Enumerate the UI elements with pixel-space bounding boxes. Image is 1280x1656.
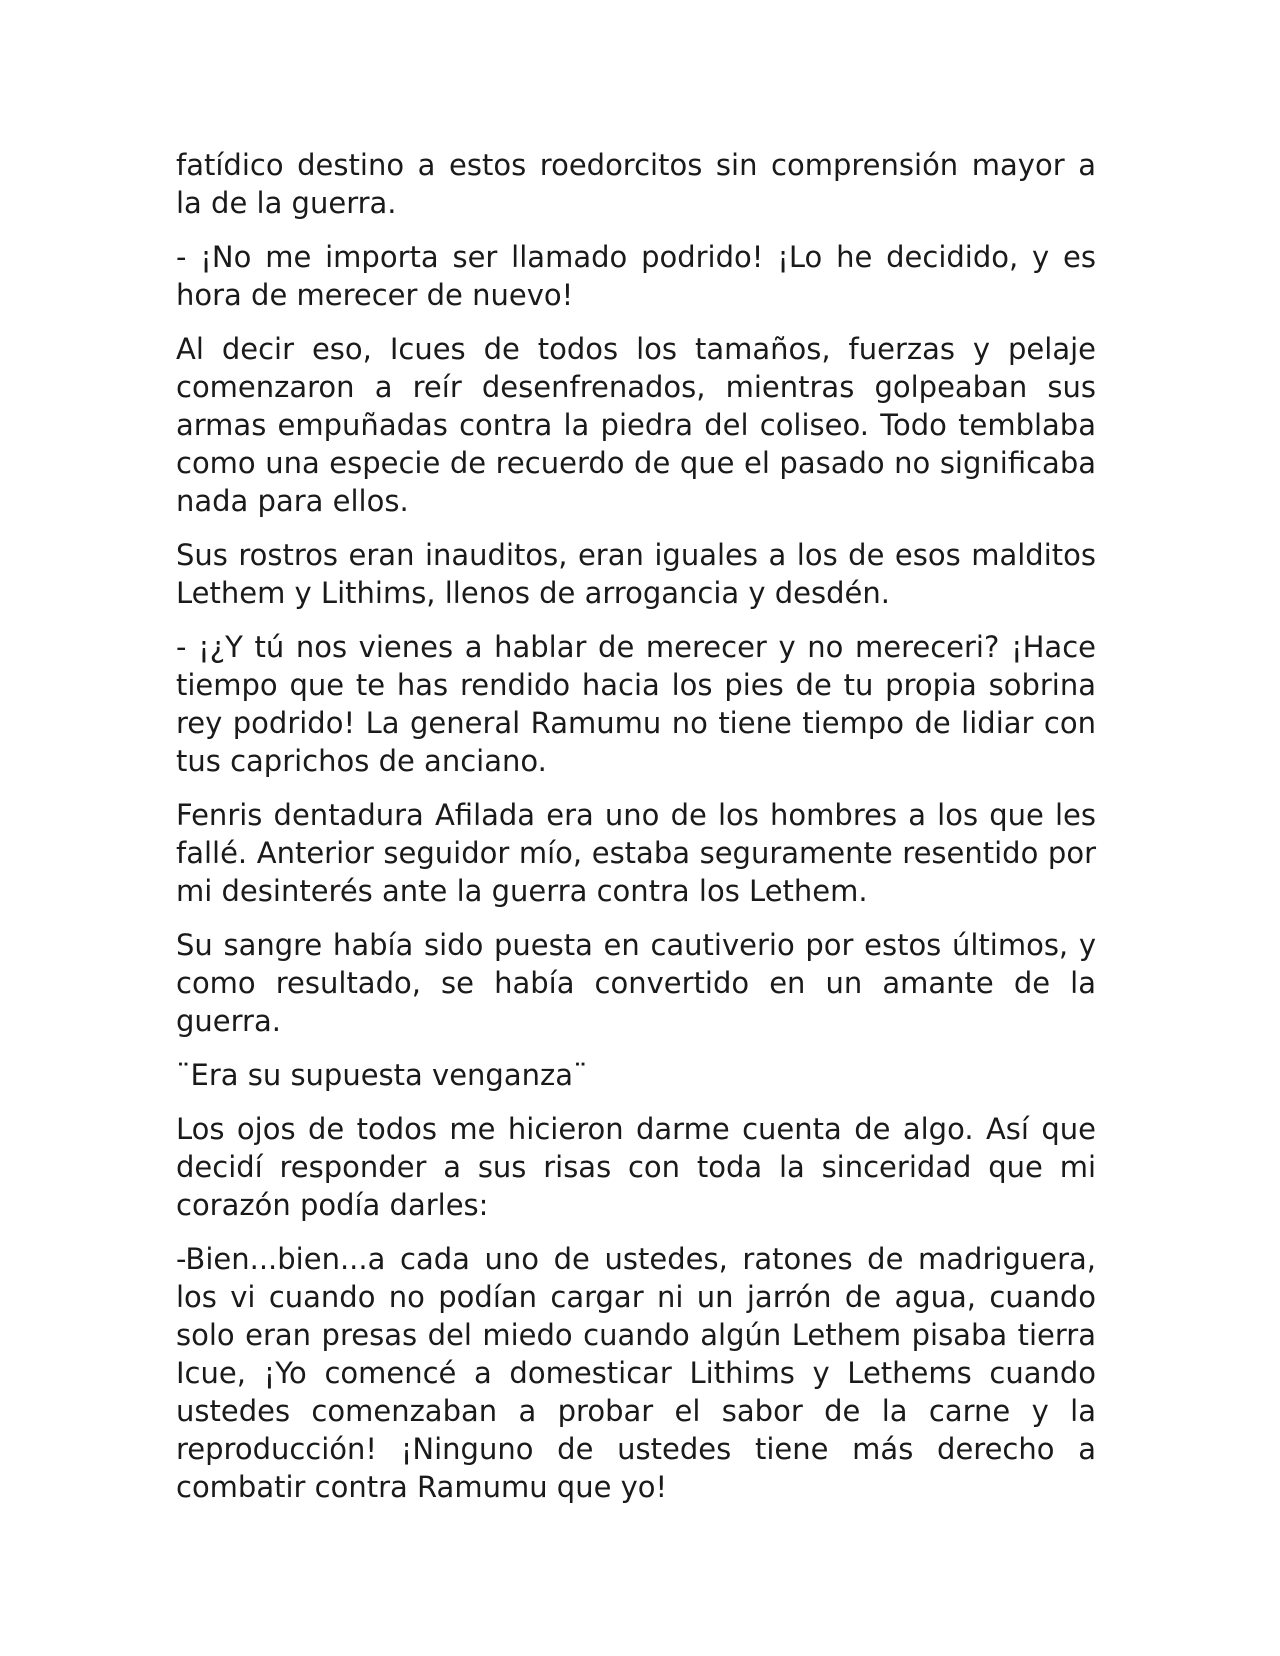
paragraph-8: ¨Era su supuesta venganza¨ [176,1058,588,1092]
paragraph-4: Sus rostros eran inauditos, eran iguales a los de esos malditos Lethem y Lithims, llenos de arrogancia y desdén. [176,538,1096,610]
paragraph-2: - ¡No me importa ser llamado podrido! ¡Lo he decidido, y es hora de merecer de nuevo! [176,240,1096,312]
paragraph-6: Fenris dentadura Afilada era uno de los hombres a los que les fallé. Anterior seguidor mío, estaba seguramente resentido por mi desinterés ante la guerra contra los Lethem. [176,798,1096,908]
paragraph-5: - ¡¿Y tú nos vienes a hablar de merecer y no mereceri? ¡Hace tiempo que te has rendido hacia los pies de tu propia sobrina rey podrido! La general Ramumu no tiene tiempo de lidiar con tus caprichos de anciano. [176,630,1096,778]
paragraph-7: Su sangre había sido puesta en cautiverio por estos últimos, y como resultado, se había convertido en un amante de la guerra. [176,928,1096,1038]
paragraph-1: fatídico destino a estos roedorcitos sin comprensión mayor a la de la guerra. [176,148,1096,220]
paragraph-3: Al decir eso, Icues de todos los tamaños, fuerzas y pelaje comenzaron a reír desenfrenados, mientras golpeaban sus armas empuñadas contra la piedra del coliseo. Todo temblaba como una especie de recuerdo de que el pasado no significaba nada para ellos. [176,332,1096,518]
document-page [176,146,1096,1522]
paragraph-10: -Bien...bien...a cada uno de ustedes, ratones de madriguera, los vi cuando no podían cargar ni un jarrón de agua, cuando solo eran presas del miedo cuando algún Lethem pisaba tierra Icue, ¡Yo comencé a domesticar Lithims y Lethems cuando ustedes comenzaban a probar el sabor de la carne y la reproducción! ¡Ninguno de ustedes tiene más derecho a combatir contra Ramumu que yo! [176,1242,1096,1504]
paragraph-9: Los ojos de todos me hicieron darme cuenta de algo. Así que decidí responder a sus risas con toda la sinceridad que mi corazón podía darles: [176,1112,1096,1222]
